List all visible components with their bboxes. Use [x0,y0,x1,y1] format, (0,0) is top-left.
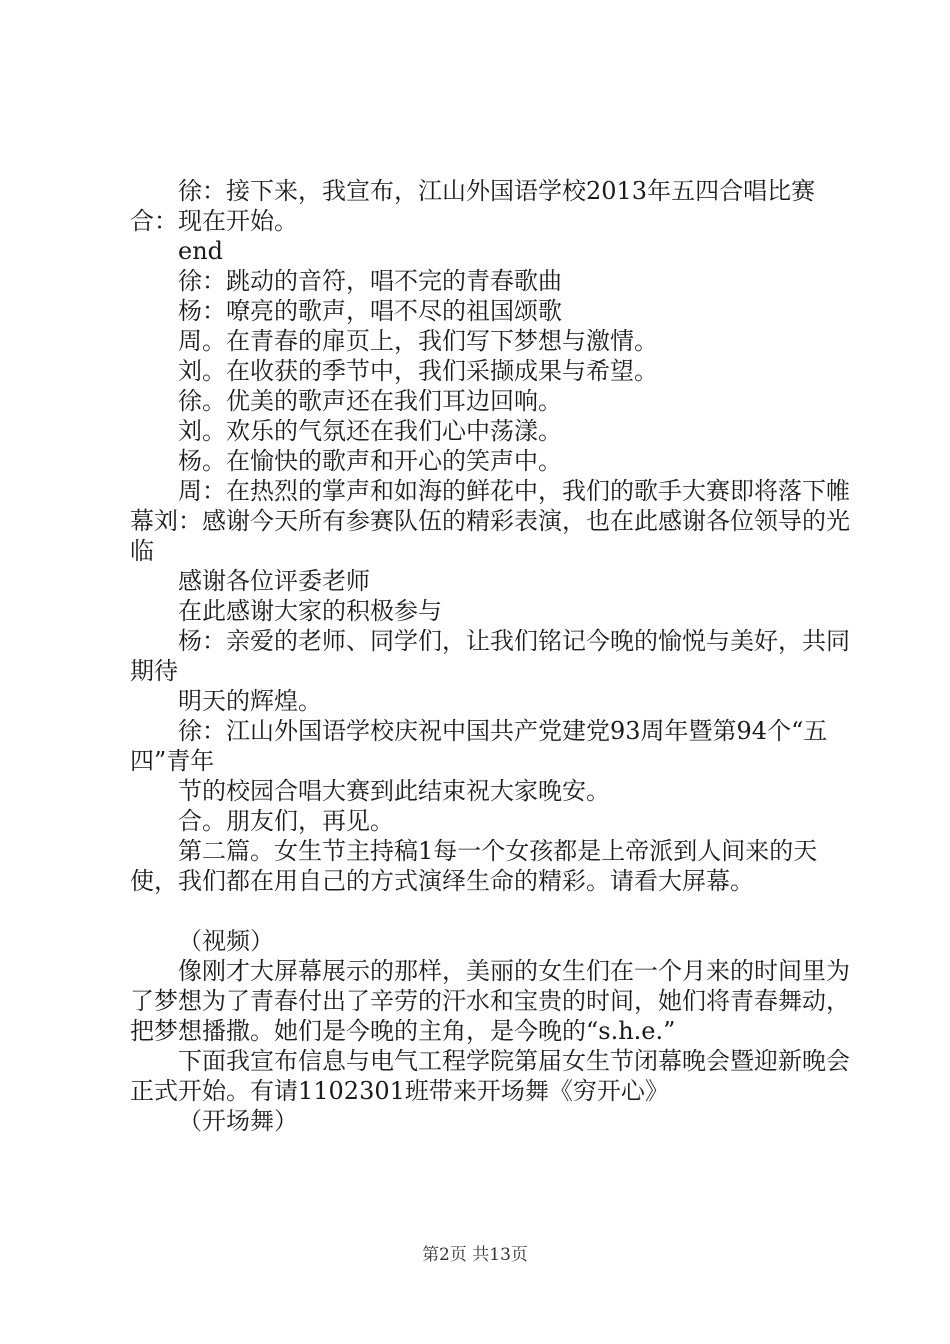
paragraph: end [178,237,224,265]
page-footer: 第2页 共13页 [422,1245,528,1265]
blank-line [130,896,850,926]
paragraph: 像刚才大屏幕展示的那样，美丽的女生们在一个月来的时间里为了梦想为了青春付出了辛劳的汗水和宝贵的时间，她们将青春舞动，把梦想播撒。她们是今晚的主角，是今晚的“s.h.e.” [130,957,850,1045]
paragraph: 刘。在收获的季节中，我们采撷成果与希望。 [178,357,658,385]
paragraph: 第二篇。女生节主持稿1每一个女孩都是上帝派到人间来的天使，我们都在用自己的方式演绎生命的精彩。请看大屏幕。 [130,837,818,895]
paragraph: 刘。欢乐的气氛还在我们心中荡漾。 [178,417,562,445]
paragraph: 杨。在愉快的歌声和开心的笑声中。 [178,447,562,475]
paragraph: 杨：嘹亮的歌声，唱不尽的祖国颂歌 [178,297,562,325]
document-body [130,176,850,1136]
paragraph: 周：在热烈的掌声和如海的鲜花中，我们的歌手大赛即将落下帷幕刘：感谢今天所有参赛队伍的精彩表演，也在此感谢各位领导的光临 [130,477,850,565]
paragraph: 周。在青春的扉页上，我们写下梦想与激情。 [178,327,658,355]
paragraph: 徐：江山外国语学校庆祝中国共产党建党93周年暨第94个“五四”青年 [130,717,828,775]
paragraph: 徐：接下来，我宣布，江山外国语学校2013年五四合唱比赛合：现在开始。 [130,177,816,235]
paragraph: 杨：亲爱的老师、同学们，让我们铭记今晚的愉悦与美好，共同期待 [130,627,850,685]
paragraph: 徐：跳动的音符，唱不完的青春歌曲 [178,267,562,295]
paragraph: 下面我宣布信息与电气工程学院第届女生节闭幕晚会暨迎新晚会正式开始。有请1102301班带来开场舞《穷开心》 [130,1047,850,1105]
paragraph: 明天的辉煌。 [178,687,322,715]
paragraph: （视频） [178,927,274,955]
paragraph: 合。朋友们，再见。 [178,807,394,835]
paragraph: 徐。优美的歌声还在我们耳边回响。 [178,387,562,415]
paragraph: 感谢各位评委老师 [178,567,370,595]
paragraph: 在此感谢大家的积极参与 [178,597,442,625]
paragraph: （开场舞） [178,1107,298,1135]
paragraph: 节的校园合唱大赛到此结束祝大家晚安。 [178,777,610,805]
